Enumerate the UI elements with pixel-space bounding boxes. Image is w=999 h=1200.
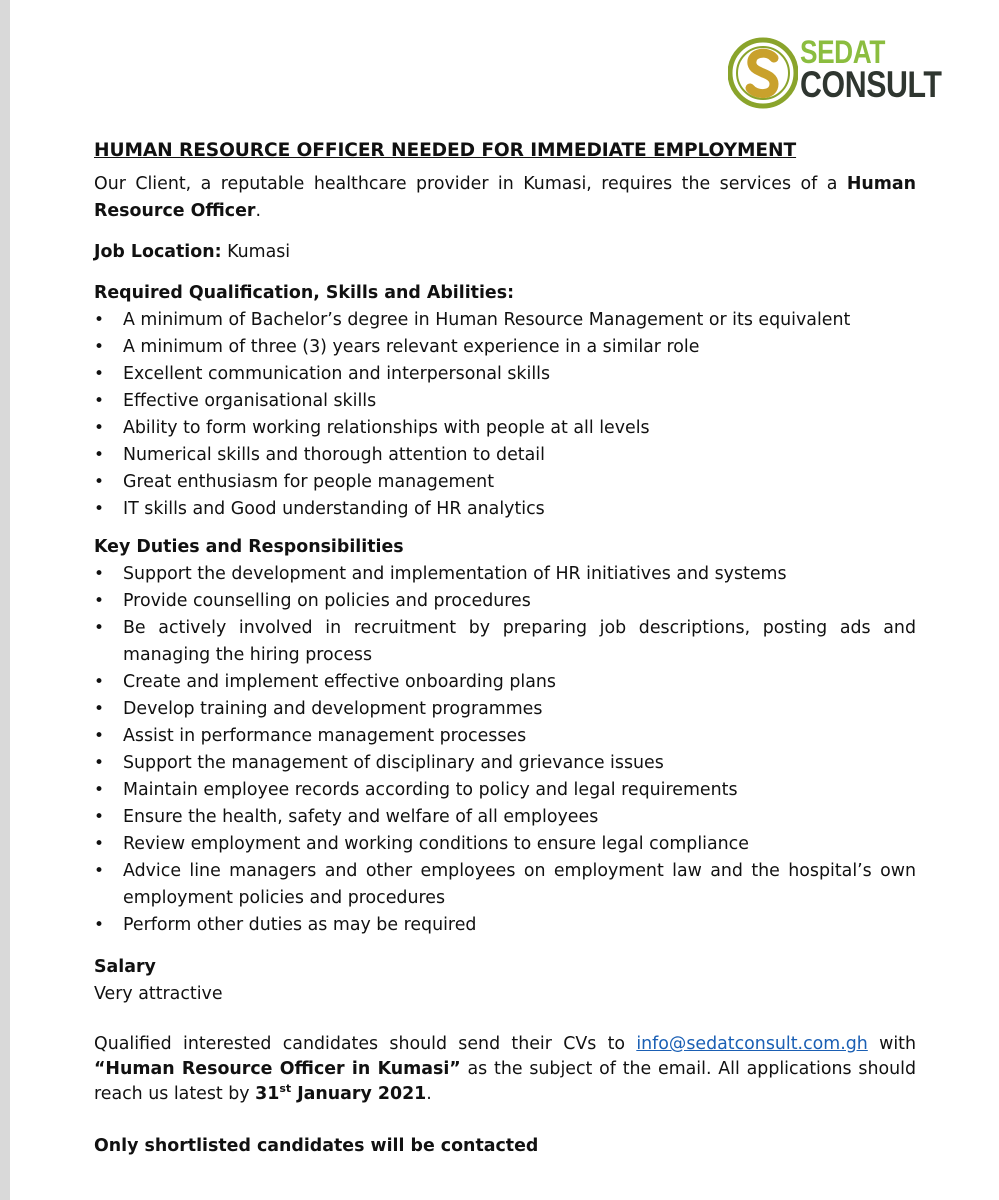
intro-end: . [255,201,261,221]
intro-paragraph [94,171,916,225]
qualifications-list [94,307,916,523]
list-item: • Support the development and implementation of HR initiatives and systems [94,561,916,588]
list-item: • Develop training and development programmes [94,696,916,723]
list-item: • Advice line managers and other employees on employment law and the hospital’s own employment policies and procedures [94,858,916,912]
list-item: • Numerical skills and thorough attention to detail [94,442,916,469]
list-item: • A minimum of three (3) years relevant experience in a similar role [94,334,916,361]
duties-list [94,561,916,939]
intro-role: Human Resource Officer [94,174,916,221]
page-title: HUMAN RESOURCE OFFICER NEEDED FOR IMMEDIATE EMPLOYMENT [94,140,797,161]
list-item: • Perform other duties as may be required [94,912,916,939]
list-item: • IT skills and Good understanding of HR analytics [94,496,916,523]
list-item: • A minimum of Bachelor’s degree in Human Resource Management or its equivalent [94,307,916,334]
logo-s-icon [728,28,798,118]
document-body [94,137,916,1160]
list-item: • Ensure the health, safety and welfare of all employees [94,804,916,831]
document-page [10,0,999,1200]
list-item: • Review employment and working conditions to ensure legal compliance [94,831,916,858]
deadline-date [255,1084,426,1104]
qualifications-heading: Required Qualification, Skills and Abilities: [94,283,515,303]
logo-line-1: SEDAT [800,34,885,70]
job-location-value: Kumasi [221,242,291,262]
list-item: • Maintain employee records according to policy and legal requirements [94,777,916,804]
email-link[interactable]: info@sedatconsult.com.gh [636,1034,868,1054]
shortlist-note: Only shortlisted candidates will be contacted [94,1136,539,1156]
list-item: • Be actively involved in recruitment by preparing job descriptions, posting ads and managing the hiring process [94,615,916,669]
list-item: • Great enthusiasm for people management [94,469,916,496]
apply-pre: Qualified interested candidates should send their CVs to [94,1034,637,1054]
apply-mid: with [867,1034,916,1054]
sedat-consult-logo [728,28,942,118]
application-paragraph [94,1032,916,1107]
list-item: • Assist in performance management processes [94,723,916,750]
list-item: • Excellent communication and interpersonal skills [94,361,916,388]
list-item: • Effective organisational skills [94,388,916,415]
deadline-day: 31 [255,1084,280,1104]
job-location [94,239,916,266]
duties-heading: Key Duties and Responsibilities [94,537,404,557]
list-item: • Provide counselling on policies and procedures [94,588,916,615]
list-item: • Ability to form working relationships with people at all levels [94,415,916,442]
salary-value: Very attractive [94,984,223,1004]
list-item: • Create and implement effective onboarding plans [94,669,916,696]
intro-text: Our Client, a reputable healthcare provider in Kumasi, requires the services of a [94,174,847,194]
deadline-month-year: January 2021 [291,1084,427,1104]
apply-post: as the subject of the email. All applications should reach us latest by [94,1059,917,1104]
deadline-day-suffix: st [279,1082,292,1096]
job-location-label: Job Location: [94,242,222,262]
salary-heading: Salary [94,957,156,977]
logo-line-2: CONSULT [800,64,942,105]
list-item: • Support the management of disciplinary and grievance issues [94,750,916,777]
apply-end: . [426,1084,432,1104]
email-subject: “Human Resource Officer in Kumasi” [94,1059,461,1079]
